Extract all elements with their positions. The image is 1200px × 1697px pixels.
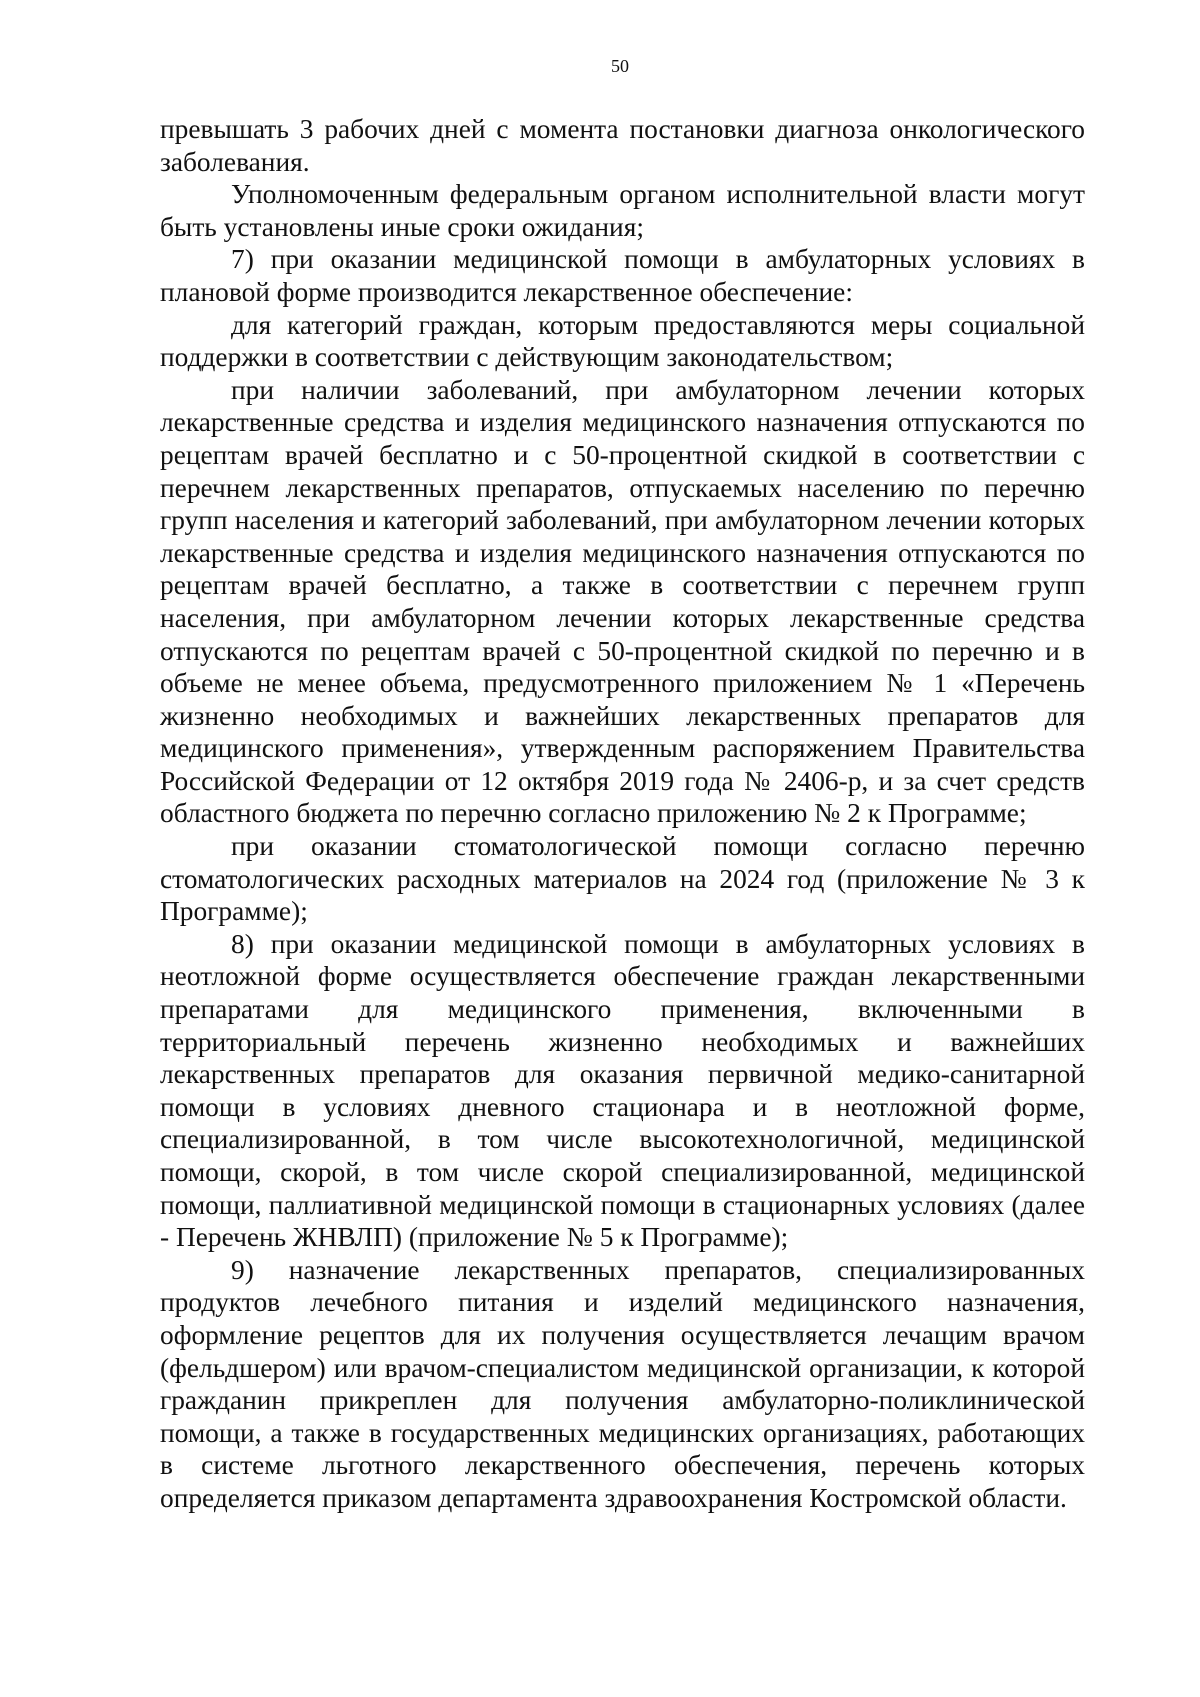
- paragraph-continuation: превышать 3 рабочих дней с момента постановки диагноза онкологического заболевания.: [160, 114, 1085, 177]
- paragraph-dental-care: при оказании стоматологической помощи согласно перечню стоматологических расходных материалов на 2024 год (приложение № 3 к Программе);: [160, 831, 1085, 927]
- paragraph-waiting-periods: Уполномоченным федеральным органом исполнительной власти могут быть установлены иные сроки ожидания;: [160, 179, 1085, 242]
- document-body: [160, 113, 1085, 1515]
- paragraph-diseases-prescriptions: при наличии заболеваний, при амбулаторном лечении которых лекарственные средства и изделия медицинского назначения отпускаются по рецептам врачей бесплатно и с 50-процентной скидкой в соответствии с перечнем лекарственных препаратов, отпускаемых населению по перечню групп населения и категорий заболеваний, при амбулаторном лечении которых лекарственные средства и изделия медицинского назначения отпускаются по рецептам врачей бесплатно, а также в соответствии с перечнем групп населения, при амбулаторном лечении которых лекарственные средства отпускаются по рецептам врачей с 50-процентной скидкой по перечню и в объеме не менее объема, предусмотренного приложением № 1 «Перечень жизненно необходимых и важнейших лекарственных препаратов для медицинского применения», утвержденным распоряжением Правительства Российской Федерации от 12 октября 2019 года № 2406-р, и за счет средств областного бюджета по перечню согласно приложению № 2 к Программе;: [160, 374, 1085, 829]
- paragraph-social-support-categories: для категорий граждан, которым предоставляются меры социальной поддержки в соответствии с действующим законодательством;: [160, 309, 1085, 373]
- paragraph-item-9: 9) назначение лекарственных препаратов, специализированных продуктов лечебного питания и изделий медицинского назначения, оформление рецептов для их получения осуществляется лечащим врачом (фельдшером) или врачом-специалистом медицинской организации, к которой гражданин прикреплен для получения амбулаторно-поликлинической помощи, а также в государственных медицинских организациях, работающих в системе льготного лекарственного обеспечения, перечень которых определяется приказом департамента здравоохранения Костромской области.: [160, 1254, 1085, 1513]
- paragraph-item-8: 8) при оказании медицинской помощи в амбулаторных условиях в неотложной форме осуществляется обеспечение граждан лекарственными препаратами для медицинского применения, включенными в территориальный перечень жизненно необходимых и важнейших лекарственных препаратов для оказания первичной медико-санитарной помощи в условиях дневного стационара и в неотложной форме, специализированной, в том числе высокотехнологичной, медицинской помощи, скорой, в том числе скорой специализированной, медицинской помощи, паллиативной медицинской помощи в стационарных условиях (далее - Перечень ЖНВЛП) (приложение № 5 к Программе);: [160, 928, 1085, 1253]
- page-number: 50: [611, 56, 629, 76]
- paragraph-item-7: 7) при оказании медицинской помощи в амбулаторных условиях в плановой форме производится лекарственное обеспечение:: [160, 244, 1085, 307]
